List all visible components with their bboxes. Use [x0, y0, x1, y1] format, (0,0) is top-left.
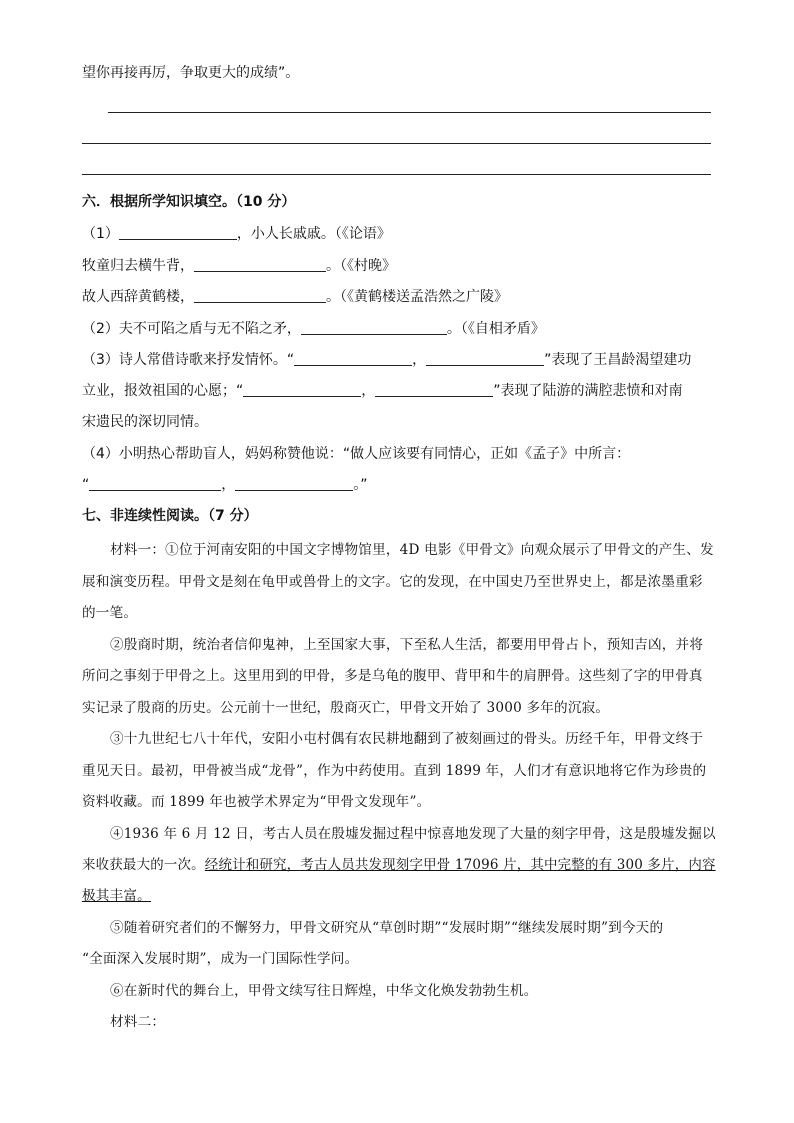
fill-q3-line1: [82, 349, 691, 369]
answer-line-2: [82, 143, 711, 144]
q1-a-rest: ，小人长戚戚。（《论语》: [236, 226, 391, 242]
q1-c-rest: 。（《黄鹤楼送孟浩然之广陵》: [326, 289, 508, 305]
q1-c-start: 故人西辞黄鹤楼，: [82, 289, 194, 305]
material1-p4-line3: 极其丰富。: [82, 888, 151, 904]
q4-open: “: [82, 477, 90, 493]
q4-close: 。”: [353, 477, 368, 493]
blank-6[interactable]: [426, 351, 544, 366]
section-6-heading: 六．根据所学知识填空。（10 分）: [82, 194, 296, 210]
fill-q1-c: [82, 286, 508, 306]
blank-3[interactable]: [194, 288, 326, 303]
blank-2[interactable]: [194, 257, 326, 272]
q2-start: （2）夫不可陷之盾与无不陷之矛，: [82, 321, 301, 337]
q2-rest: 。（《自相矛盾》: [446, 321, 545, 337]
blank-9[interactable]: [89, 476, 221, 491]
q3-mid: ”表现了王昌龄渴望建功: [544, 352, 692, 368]
p4-underlined-sentence: 经统计和研究，考古人员共发现刻字甲骨 17096 片，其中完整的有 300 多片，内容: [204, 857, 716, 873]
fill-q4-line2: [82, 474, 368, 494]
blank-10[interactable]: [235, 476, 353, 491]
blank-8[interactable]: [375, 382, 493, 397]
fill-q1-a: [82, 223, 391, 243]
section-7-heading: 七、非连续性阅读。（7 分）: [82, 508, 258, 524]
material1-p1-line1: 材料一：①位于河南安阳的中国文字博物馆里，4D 电影《甲骨文》向观众展示了甲骨文的产生、发: [110, 542, 714, 558]
material1-p4-line1: ④1936 年 6 月 12 日，考古人员在殷墟发掘过程中惊喜地发现了大量的刻字甲骨，这是殷墟发掘以: [110, 826, 716, 842]
material1-p1-line3: 的一笔。: [82, 605, 138, 621]
material2-label: 材料二：: [110, 1014, 166, 1030]
fill-q2: [82, 318, 545, 338]
material1-p4-line2: [82, 853, 716, 873]
q3-line2-end: ”表现了陆游的满腔悲愤和对南: [493, 383, 683, 399]
material1-p5-line2: “全面深入发展时期”，成为一门国际性学问。: [82, 951, 359, 967]
material1-p3-line2: 重见天日。最初，甲骨被当成“龙骨”，作为中药使用。直到 1899 年，人们才有意识地将它作为珍贵的: [82, 763, 707, 779]
fill-q4-line1: （4）小明热心帮助盲人，妈妈称赞他说：“做人应该要有同情心，正如《孟子》中所言：: [82, 446, 631, 462]
q1-a-label: （1）: [82, 226, 119, 242]
p4-plain: 来收获最大的一次。: [82, 857, 205, 873]
q1-b-rest: 。（《村晚》: [326, 258, 396, 274]
q1-b-start: 牧童归去横牛背，: [82, 258, 194, 274]
material1-p1-line2: 展和演变历程。甲骨文是刻在龟甲或兽骨上的文字。它的发现，在中国史乃至世界史上，都是浓墨重彩: [82, 574, 703, 590]
material1-p3-line1: ③十九世纪七八十年代，安阳小屯村偶有农民耕地翻到了被刻画过的骨头。历经千年，甲骨文终于: [110, 731, 704, 747]
blank-4[interactable]: [301, 320, 447, 335]
material1-p2-line2: 所问之事刻于甲骨之上。这里用到的甲骨，多是乌龟的腹甲、背甲和牛的肩胛骨。这些刻了字的甲骨真: [82, 668, 703, 684]
q3-line2-comma: ，: [361, 383, 376, 399]
q4-comma: ，: [221, 477, 236, 493]
material1-p6-line1: ⑥在新时代的舞台上，甲骨文续写往日辉煌，中华文化焕发勃勃生机。: [110, 983, 538, 999]
material1-p5-line1: ⑤随着研究者们的不懈努力，甲骨文研究从“草创时期”“发展时期”“继续发展时期”到今天的: [110, 920, 664, 936]
material1-p3-line3: 资料收藏。而 1899 年也被学术界定为“甲骨文发现年”。: [82, 794, 431, 810]
blank-1[interactable]: [119, 225, 237, 240]
answer-line-3: [82, 174, 711, 175]
intro-line: 望你再接再厉，争取更大的成绩”。: [82, 65, 300, 81]
fill-q3-line3: 宋遗民的深切同情。: [82, 414, 208, 430]
material1-p2-line3: 实记录了殷商的历史。公元前十一世纪，殷商灭亡，甲骨文开始了 3000 多年的沉寂。: [82, 700, 610, 716]
blank-7[interactable]: [243, 382, 361, 397]
q3-start: （3）诗人常借诗歌来抒发情怀。“: [82, 352, 295, 368]
fill-q3-line2: [82, 380, 683, 400]
fill-q1-b: [82, 255, 396, 275]
q3-line2-start: 立业，报效祖国的心愿；“: [82, 383, 244, 399]
material1-p2-line1: ②殷商时期，统治者信仰鬼神，上至国家大事，下至私人生活，都要用甲骨占卜，预知吉凶，并将: [110, 637, 704, 653]
answer-line-1: [108, 112, 711, 113]
q3-comma: ，: [412, 352, 427, 368]
blank-5[interactable]: [294, 351, 412, 366]
